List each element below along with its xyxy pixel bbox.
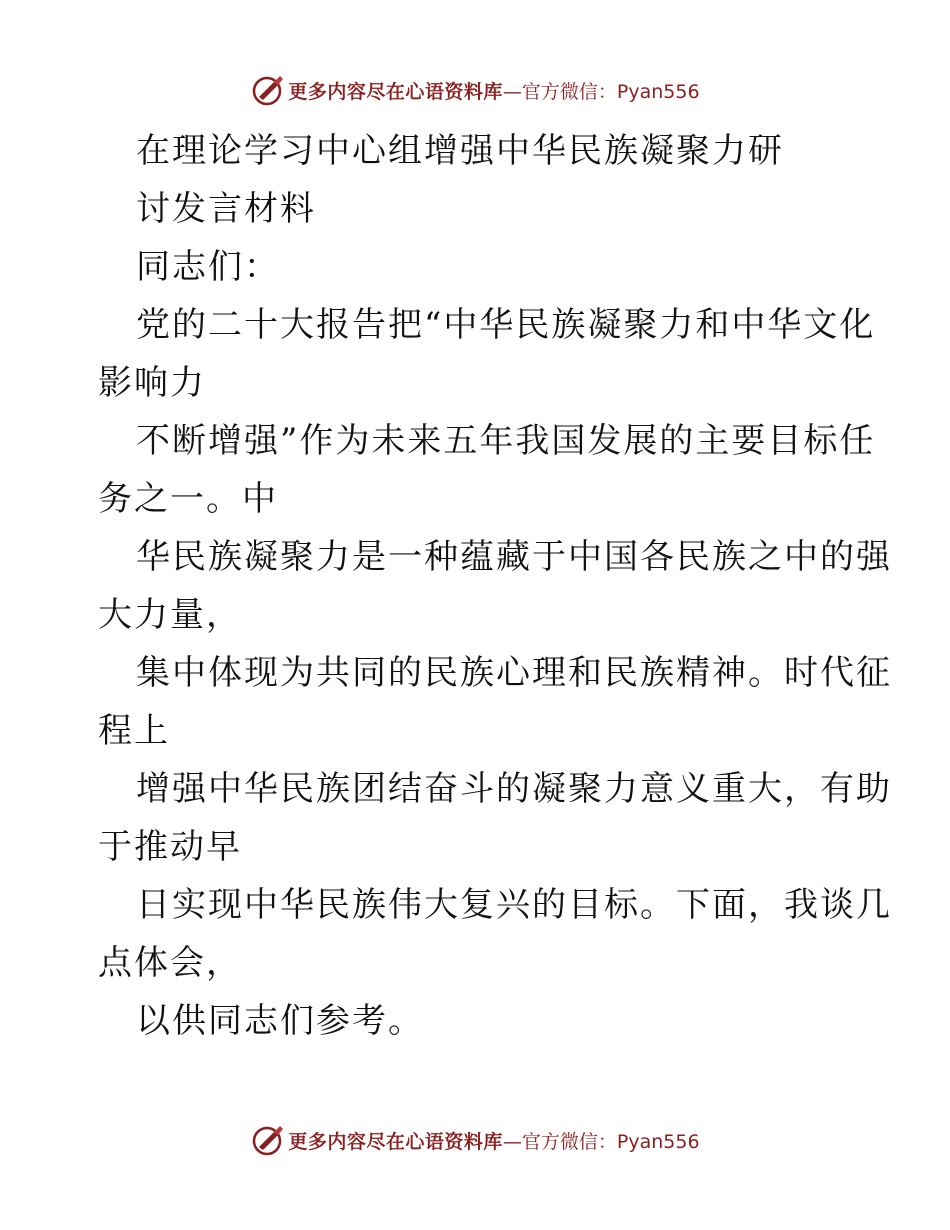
watermark-contact-text: —官方微信：Pyan556 <box>502 1130 700 1153</box>
paragraph-line: 务之一。中 <box>98 479 278 519</box>
paragraph-line: 不断增强”作为未来五年我国发展的主要目标任 <box>136 421 876 461</box>
paragraph-line: 于推动早 <box>98 827 242 867</box>
paragraph-line: 大力量， <box>98 595 242 635</box>
document-body <box>98 122 892 1050</box>
paragraph-line: 点体会， <box>98 943 242 983</box>
footer-watermark <box>0 1120 950 1160</box>
document-title-line-2: 讨发言材料 <box>136 189 316 229</box>
document-title-line-1: 在理论学习中心组增强中华民族凝聚力研 <box>136 131 784 171</box>
paragraph-line: 党的二十大报告把“中华民族凝聚力和中华文化 <box>136 305 876 345</box>
paragraph-line: 日实现中华民族伟大复兴的目标。下面，我谈几 <box>136 885 892 925</box>
paragraph-line: 影响力 <box>98 363 206 403</box>
paragraph-line: 程上 <box>98 711 170 751</box>
watermark-contact-text: —官方微信：Pyan556 <box>502 80 700 103</box>
watermark-brand-text: 更多内容尽在心语资料库 <box>288 80 503 103</box>
watermark-brand-text: 更多内容尽在心语资料库 <box>288 1130 503 1153</box>
paragraph-line: 集中体现为共同的民族心理和民族精神。时代征 <box>136 653 892 693</box>
header-watermark <box>0 70 950 110</box>
pen-logo-icon <box>250 72 286 108</box>
pen-logo-icon <box>250 1122 286 1158</box>
paragraph-line: 华民族凝聚力是一种蕴藏于中国各民族之中的强 <box>136 537 892 577</box>
paragraph-line: 以供同志们参考。 <box>136 1001 424 1041</box>
salutation: 同志们： <box>136 247 280 287</box>
paragraph-line: 增强中华民族团结奋斗的凝聚力意义重大，有助 <box>136 769 892 809</box>
